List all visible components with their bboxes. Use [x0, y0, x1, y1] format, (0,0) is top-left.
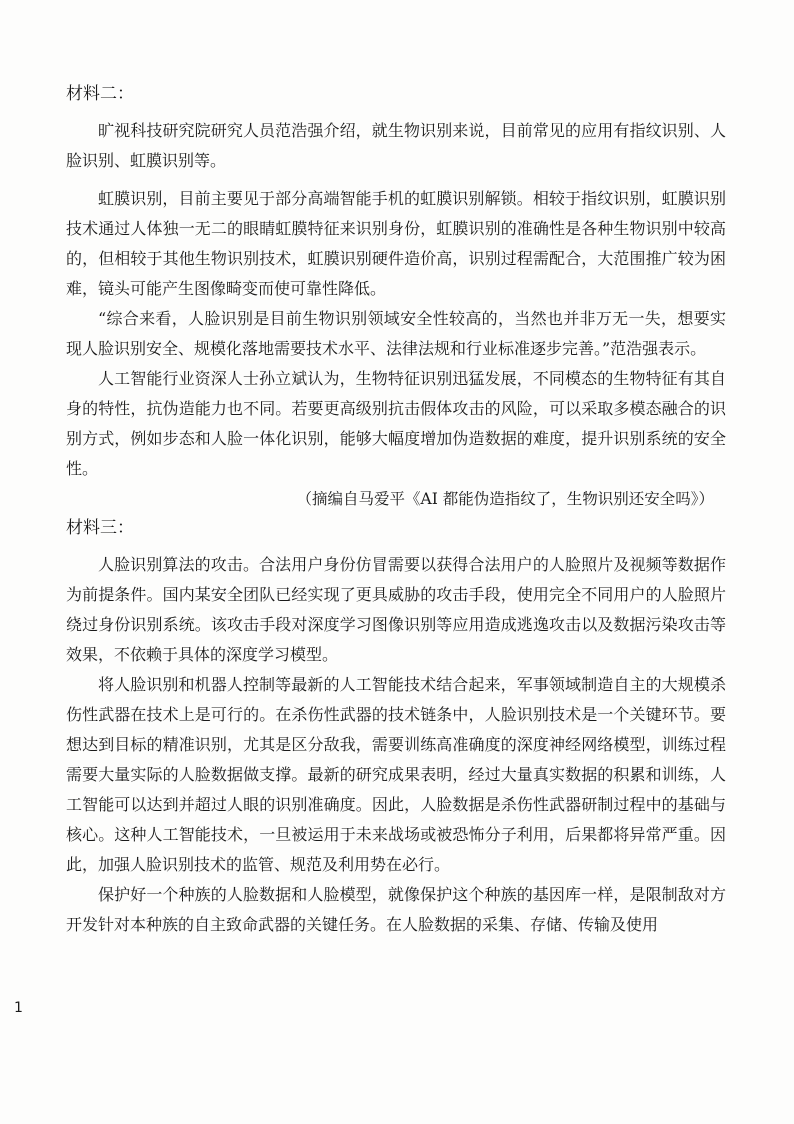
page-number: 1 — [14, 1000, 23, 1016]
material3-paragraph-1: 人脸识别算法的攻击。合法用户身份仿冒需要以获得合法用户的人脸照片及视频等数据作为前提条件。国内某安全团队已经实现了更具威胁的攻击手段，使用完全不同用户的人脸照片绕过身份识别系统。该攻击手段对深度学习图像识别等应用造成逃逸攻击以及数据污染攻击等效果，不依赖于具体的深度学习模型。 — [66, 555, 726, 664]
material3-paragraph-3: 保护好一个种族的人脸数据和人脸模型，就像保护这个种族的基因库一样，是限制敌对方开发针对本种族的自主致命武器的关键任务。在人脸数据的采集、存储、传输及使用 — [66, 885, 726, 934]
material2-paragraph-1: 旷视科技研究院研究人员范浩强介绍，就生物识别来说，目前常见的应用有指纹识别、人脸识别、虹膜识别等。 — [66, 121, 726, 170]
material2-source: （摘编自马爱平《AI 都能伪造指纹了，生物识别还安全吗》） — [296, 490, 714, 508]
material2-paragraph-3: “综合来看，人脸识别是目前生物识别领域安全性较高的，当然也并非万无一失，想要实现人脸识别安全、规模化落地需要技术水平、法律法规和行业标准逐步完善。”范浩强表示。 — [66, 309, 726, 358]
material2-paragraph-4: 人工智能行业资深人士孙立斌认为，生物特征识别迅猛发展，不同模态的生物特征有其自身的特性，抗伪造能力也不同。若要更高级别抗击假体攻击的风险，可以采取多模态融合的识别方式，例如步态和人脸一体化识别，能够大幅度增加伪造数据的难度，提升识别系统的安全性。 — [66, 369, 726, 478]
material2-heading: 材料二： — [66, 84, 134, 104]
material3-paragraph-2: 将人脸识别和机器人控制等最新的人工智能技术结合起来，军事领域制造自主的大规模杀伤性武器在技术上是可行的。在杀伤性武器的技术链条中，人脸识别技术是一个关键环节。要想达到目标的精准识别，尤其是区分敌我，需要训练高准确度的深度神经网络模型，训练过程需要大量实际的人脸数据做支撑。最新的研究成果表明，经过大量真实数据的积累和训练，人工智能可以达到并超过人眼的识别准确度。因此，人脸数据是杀伤性武器研制过程中的基础与核心。这种人工智能技术，一旦被运用于未来战场或被恐怖分子利用，后果都将异常严重。因此，加强人脸识别技术的监管、规范及利用势在必行。 — [66, 675, 726, 874]
page-content — [66, 80, 726, 940]
material3-heading: 材料三： — [66, 518, 134, 538]
material2-paragraph-2: 虹膜识别，目前主要见于部分高端智能手机的虹膜识别解锁。相较于指纹识别，虹膜识别技术通过人体独一无二的眼睛虹膜特征来识别身份，虹膜识别的准确性是各种生物识别中较高的，但相较于其他生物识别技术，虹膜识别硬件造价高，识别过程需配合，大范围推广较为困难，镜头可能产生图像畸变而使可靠性降低。 — [66, 189, 726, 298]
